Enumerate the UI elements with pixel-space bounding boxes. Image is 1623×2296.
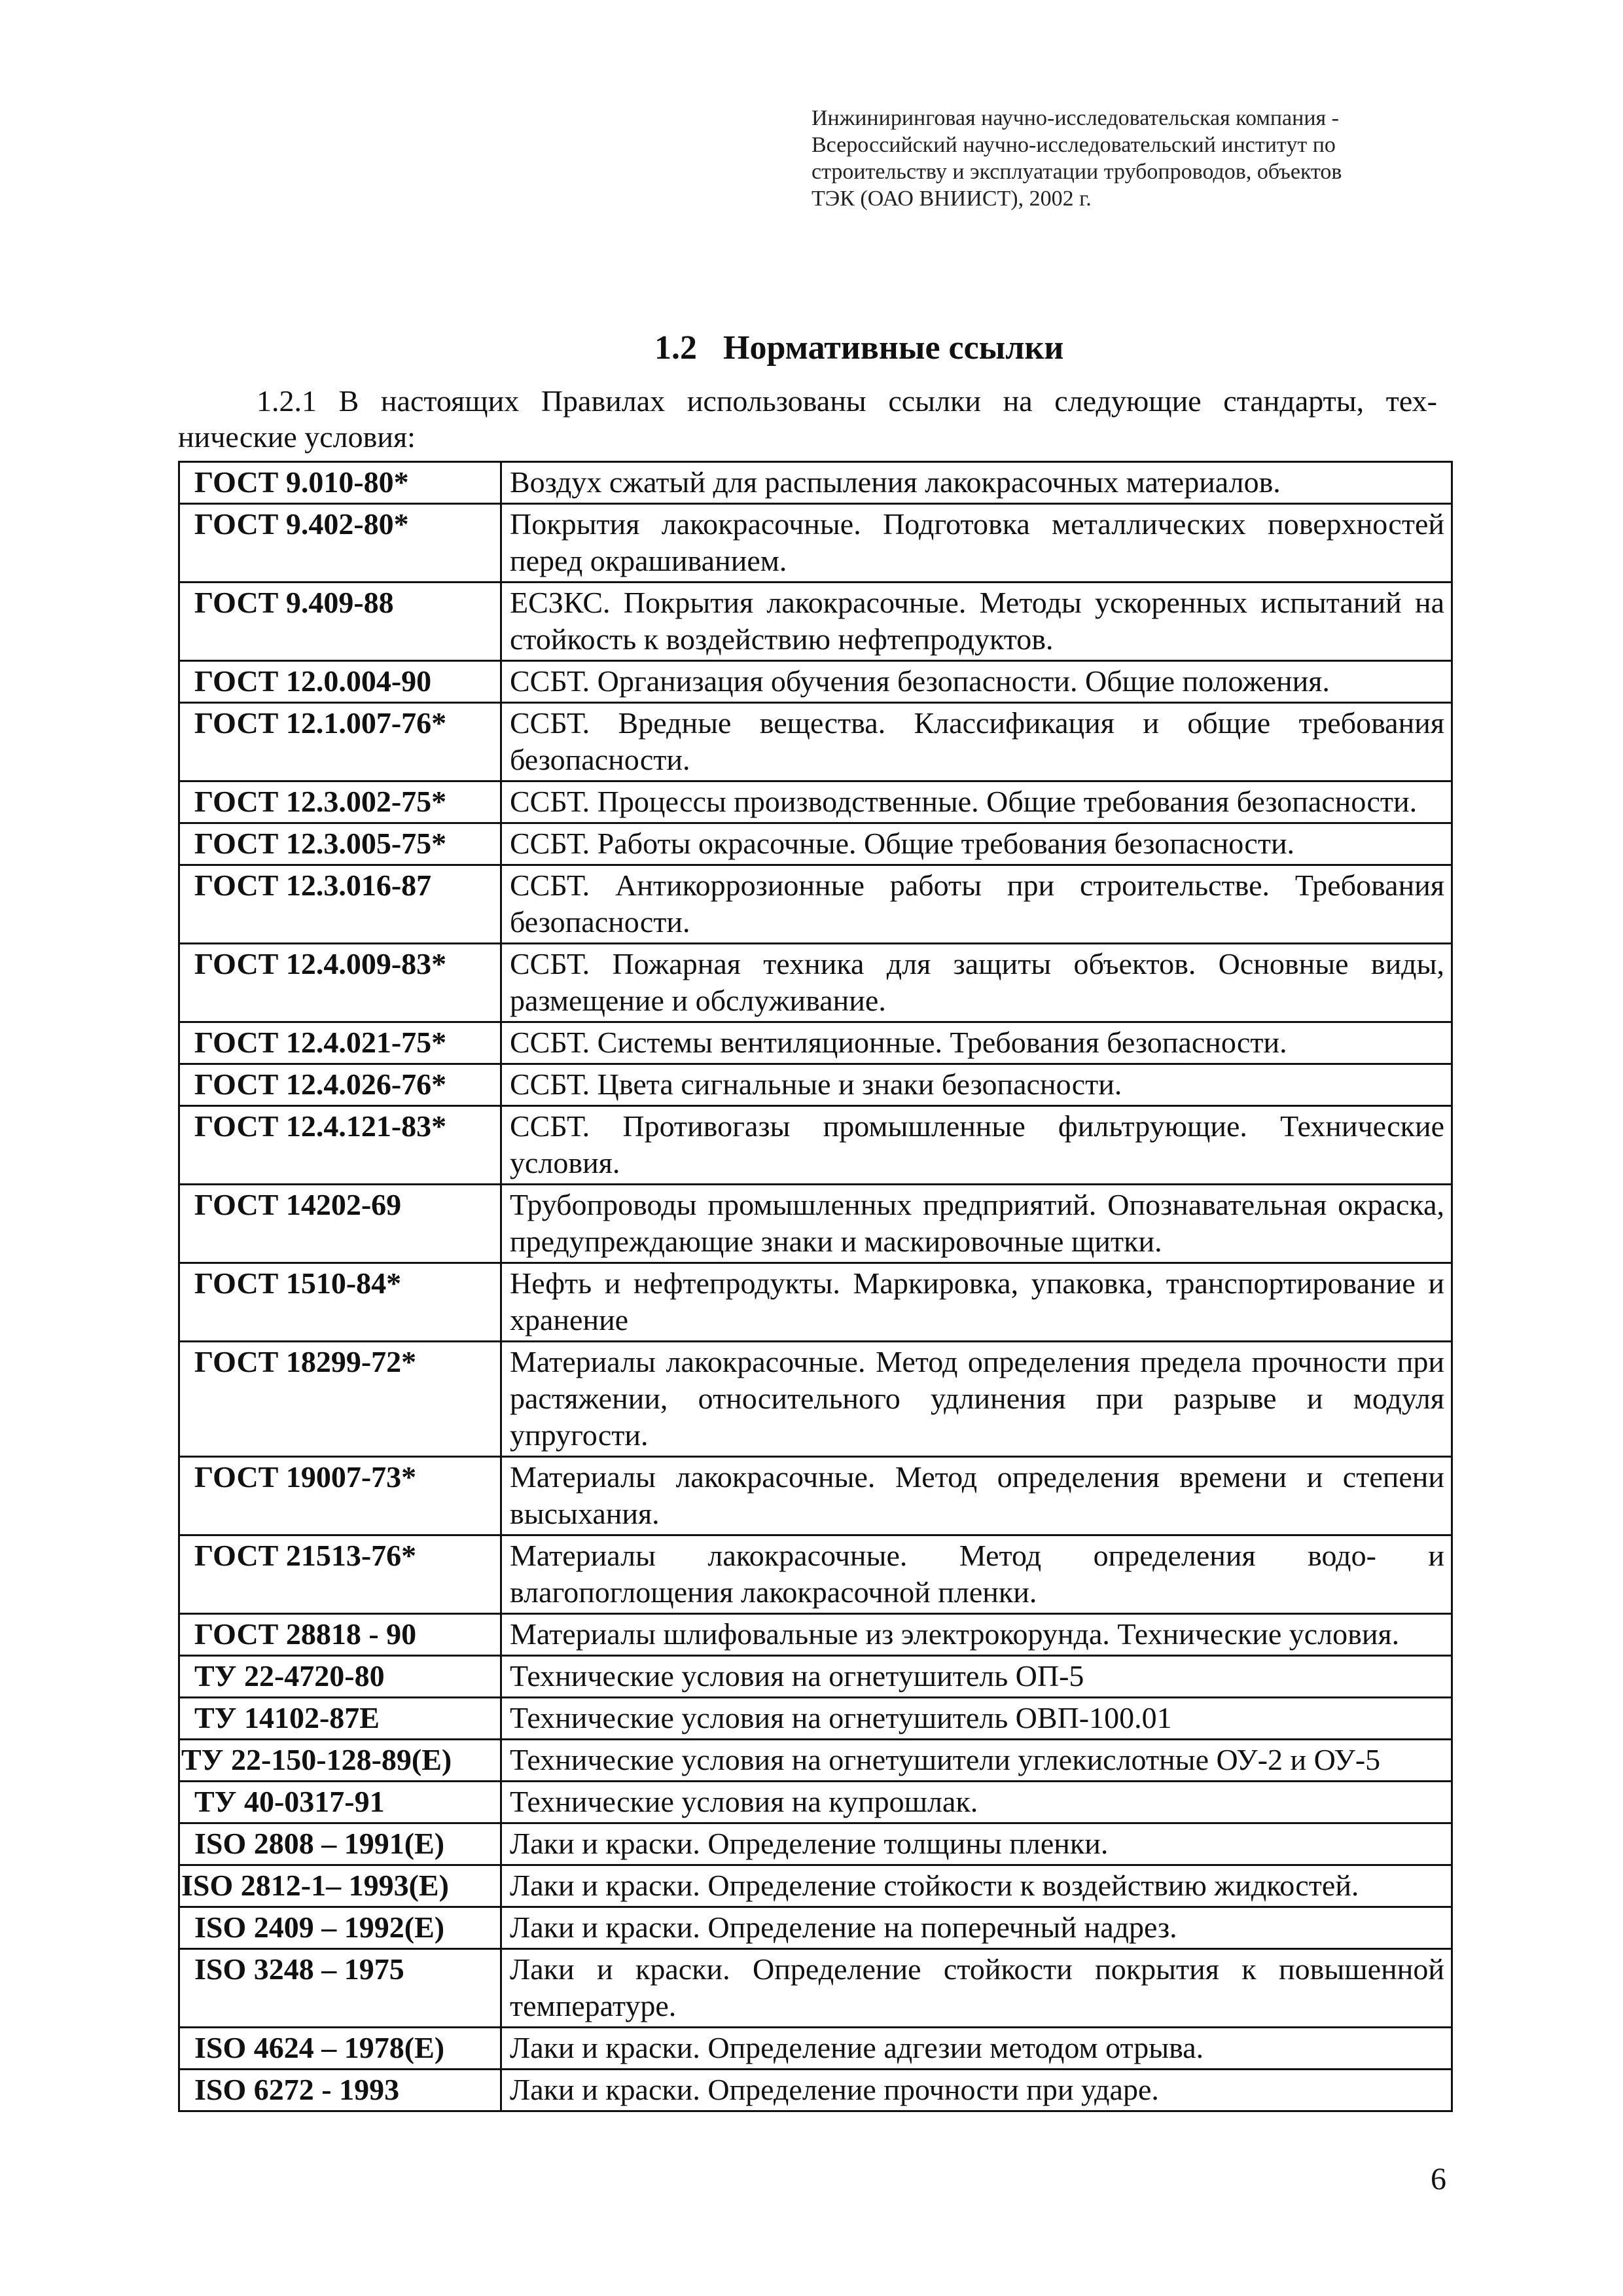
standard-code: ТУ 40-0317-91 — [179, 1782, 501, 1823]
standard-code: ГОСТ 9.409-88 — [179, 583, 501, 661]
table-row — [179, 583, 1452, 661]
standard-code: ISO 2409 – 1992(E) — [179, 1907, 501, 1949]
table-row — [179, 504, 1452, 583]
standard-title: Лаки и краски. Определение стойкости покрытия к повышенной температуре. — [501, 1949, 1452, 2028]
standard-title: Лаки и краски. Определение стойкости к воздействию жидкостей. — [501, 1865, 1452, 1907]
table-row — [179, 1949, 1452, 2028]
standard-code: ГОСТ 19007-73* — [179, 1457, 501, 1535]
table-row — [179, 2028, 1452, 2070]
standard-title: ССБТ. Процессы производственные. Общие требования безопасности. — [501, 781, 1452, 823]
table-row — [179, 1263, 1452, 1342]
standard-title: ЕСЗКС. Покрытия лакокрасочные. Методы ускоренных испытаний на стойкость к воздействию нефтепродуктов. — [501, 583, 1452, 661]
standard-code: ТУ 22-150-128-89(Е) — [179, 1740, 501, 1782]
standard-code: ГОСТ 12.4.121-83* — [179, 1106, 501, 1185]
table-row — [179, 1782, 1452, 1823]
table-row — [179, 1740, 1452, 1782]
standard-title: ССБТ. Работы окрасочные. Общие требования безопасности. — [501, 823, 1452, 865]
standard-code: ГОСТ 28818 - 90 — [179, 1614, 501, 1656]
table-row — [179, 661, 1452, 703]
standard-title: ССБТ. Организация обучения безопасности. Общие положения. — [501, 661, 1452, 703]
section-heading — [654, 329, 1063, 367]
references-table — [178, 461, 1453, 2112]
table-row — [179, 1185, 1452, 1263]
standard-title: Материалы лакокрасочные. Метод определения времени и степени высыхания. — [501, 1457, 1452, 1535]
table-row — [179, 1865, 1452, 1907]
standard-code: ГОСТ 18299-72* — [179, 1342, 501, 1457]
table-row — [179, 462, 1452, 504]
standard-code: ТУ 22-4720-80 — [179, 1656, 501, 1698]
section-title: Нормативные ссылки — [723, 329, 1064, 367]
standard-title: ССБТ. Цвета сигнальные и знаки безопасности. — [501, 1064, 1452, 1106]
standard-title: Лаки и краски. Определение адгезии методом отрыва. — [501, 2028, 1452, 2070]
table-row — [179, 2070, 1452, 2111]
intro-paragraph — [178, 383, 1437, 455]
table-row — [179, 865, 1452, 944]
table-row — [179, 944, 1452, 1022]
standard-title: ССБТ. Системы вентиляционные. Требования безопасности. — [501, 1022, 1452, 1064]
table-row — [179, 1342, 1452, 1457]
standard-code: ГОСТ 12.3.002-75* — [179, 781, 501, 823]
standard-title: Технические условия на купрошлак. — [501, 1782, 1452, 1823]
standard-title: Нефть и нефтепродукты. Маркировка, упаковка, транспортирование и хранение — [501, 1263, 1452, 1342]
standard-title: ССБТ. Пожарная техника для защиты объектов. Основные виды, размещение и обслуживание. — [501, 944, 1452, 1022]
standard-code: ГОСТ 12.4.026-76* — [179, 1064, 501, 1106]
standard-code: ГОСТ 12.4.021-75* — [179, 1022, 501, 1064]
table-row — [179, 1823, 1452, 1865]
standard-title: Трубопроводы промышленных предприятий. Опознавательная окраска, предупреждающие знаки и маскировочные щитки. — [501, 1185, 1452, 1263]
standard-code: ГОСТ 12.1.007-76* — [179, 703, 501, 781]
standard-code: ГОСТ 9.402-80* — [179, 504, 501, 583]
standard-title: Воздух сжатый для распыления лакокрасочных материалов. — [501, 462, 1452, 504]
standard-title: Материалы лакокрасочные. Метод определения водо- и влагопоглощения лакокрасочной пленки. — [501, 1535, 1452, 1614]
page-number: 6 — [1431, 2162, 1446, 2197]
standard-title: ССБТ. Вредные вещества. Классификация и общие требования безопасности. — [501, 703, 1452, 781]
standard-title: Технические условия на огнетушитель ОП-5 — [501, 1656, 1452, 1698]
standard-code: ISO 2812-1– 1993(E) — [179, 1865, 501, 1907]
table-row — [179, 1064, 1452, 1106]
standard-title: Покрытия лакокрасочные. Подготовка металлических поверхностей перед окрашиванием. — [501, 504, 1452, 583]
standard-code: ГОСТ 12.3.016-87 — [179, 865, 501, 944]
standard-title: ССБТ. Противогазы промышленные фильтрующие. Технические условия. — [501, 1106, 1452, 1185]
standard-title: Лаки и краски. Определение на поперечный надрез. — [501, 1907, 1452, 1949]
table-row — [179, 1698, 1452, 1740]
standard-code: ГОСТ 9.010-80* — [179, 462, 501, 504]
header-line: ТЭК (ОАО ВНИИСТ), 2002 г. — [812, 187, 1092, 211]
table-row — [179, 1535, 1452, 1614]
standard-title: ССБТ. Антикоррозионные работы при строительстве. Требования безопасности. — [501, 865, 1452, 944]
standard-code: ГОСТ 12.4.009-83* — [179, 944, 501, 1022]
standard-code: ISO 2808 – 1991(E) — [179, 1823, 501, 1865]
standard-code: ISO 4624 – 1978(E) — [179, 2028, 501, 2070]
table-row — [179, 823, 1452, 865]
table-row — [179, 1907, 1452, 1949]
standard-code: ГОСТ 12.0.004-90 — [179, 661, 501, 703]
organization-header — [812, 105, 1531, 212]
standard-code: ISO 6272 - 1993 — [179, 2070, 501, 2111]
standard-code: ГОСТ 1510-84* — [179, 1263, 501, 1342]
table-row — [179, 1614, 1452, 1656]
table-row — [179, 703, 1452, 781]
header-line: Инжиниринговая научно-исследовательская компания - — [812, 106, 1339, 130]
section-number: 1.2 — [654, 329, 697, 367]
standard-title: Технические условия на огнетушители углекислотные ОУ-2 и ОУ-5 — [501, 1740, 1452, 1782]
standard-code: ГОСТ 14202-69 — [179, 1185, 501, 1263]
intro-line: 1.2.1 В настоящих Правилах использованы ссылки на следующие стандарты, тех- — [257, 384, 1437, 418]
standard-code: ГОСТ 12.3.005-75* — [179, 823, 501, 865]
standard-title: Лаки и краски. Определение прочности при ударе. — [501, 2070, 1452, 2111]
table-row — [179, 1656, 1452, 1698]
standard-title: Материалы шлифовальные из электрокорунда. Технические условия. — [501, 1614, 1452, 1656]
intro-line: нические условия: — [178, 420, 416, 454]
standard-title: Материалы лакокрасочные. Метод определения предела прочности при растяжении, относительного удлинения при разрыве и модуля упругости. — [501, 1342, 1452, 1457]
references-table-body — [179, 462, 1452, 2111]
standard-code: ТУ 14102-87Е — [179, 1698, 501, 1740]
standard-code: ISO 3248 – 1975 — [179, 1949, 501, 2028]
header-line: Всероссийский научно-исследовательский институт по — [812, 133, 1336, 157]
standard-title: Лаки и краски. Определение толщины пленки. — [501, 1823, 1452, 1865]
table-row — [179, 1022, 1452, 1064]
standard-title: Технические условия на огнетушитель ОВП-100.01 — [501, 1698, 1452, 1740]
standard-code: ГОСТ 21513-76* — [179, 1535, 501, 1614]
table-row — [179, 1457, 1452, 1535]
header-line: строительству и эксплуатации трубопроводов, объектов — [812, 160, 1342, 184]
table-row — [179, 1106, 1452, 1185]
table-row — [179, 781, 1452, 823]
